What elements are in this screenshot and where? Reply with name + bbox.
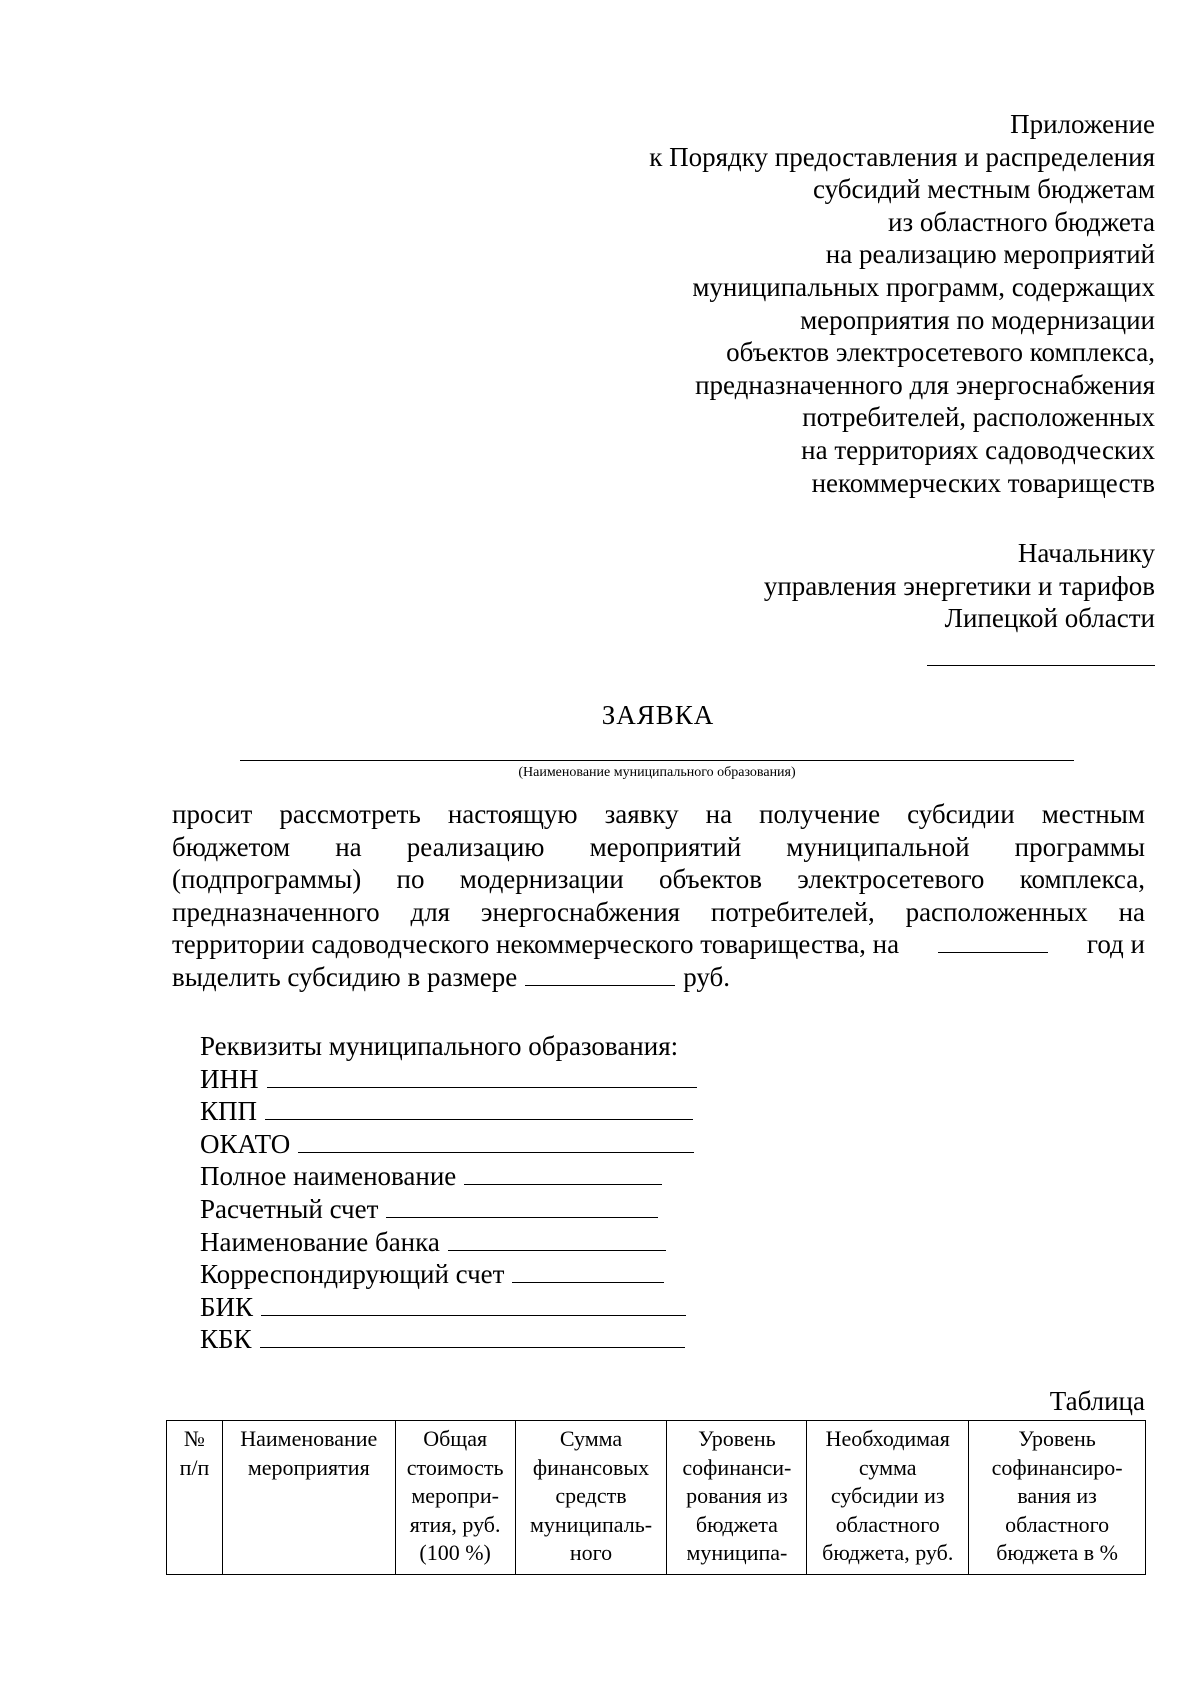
funding-table <box>166 1420 1146 1575</box>
appendix-line: Приложение <box>1010 109 1155 139</box>
municipality-name-blank[interactable] <box>240 760 1074 761</box>
appendix-block <box>515 108 1155 499</box>
header-text: Необходимая <box>825 1426 950 1451</box>
full-name-blank[interactable] <box>464 1160 662 1185</box>
year-blank[interactable] <box>938 928 1048 953</box>
requisite-row-corr-account <box>200 1258 697 1291</box>
request-line <box>172 896 1145 929</box>
amount-blank[interactable] <box>525 961 675 986</box>
addressee-block <box>515 537 1155 673</box>
appendix-line: на территориях садоводческих <box>801 434 1155 465</box>
request-word: потребителей, <box>710 896 875 927</box>
header-activity-name <box>222 1421 395 1575</box>
requisite-label: КПП <box>200 1096 258 1127</box>
header-text: областного <box>1005 1511 1110 1537</box>
header-municipal-funds <box>515 1421 667 1575</box>
request-word: предназначенного <box>172 896 380 927</box>
appendix-line: из областного бюджета <box>888 206 1155 237</box>
request-word: субсидии <box>907 799 1015 829</box>
bik-blank[interactable] <box>261 1291 686 1316</box>
request-word: бюджетом <box>172 831 291 862</box>
header-text: средств <box>555 1483 627 1508</box>
header-text: софинансиро- <box>991 1454 1123 1480</box>
header-number <box>167 1421 223 1575</box>
header-text: ного <box>569 1540 613 1565</box>
appendix-line: объектов электросетевого комплекса, <box>726 337 1155 368</box>
requisite-row-kpp <box>200 1095 697 1128</box>
header-text: муниципаль- <box>529 1511 653 1537</box>
account-blank[interactable] <box>386 1193 658 1218</box>
header-total-cost <box>395 1421 515 1575</box>
request-text: территории садоводческого некоммерческого товарищества, на <box>172 929 900 960</box>
request-line <box>172 831 1145 864</box>
header-text: бюджета в % <box>996 1540 1118 1565</box>
request-text: год и <box>1086 929 1145 960</box>
header-text: стоимость <box>406 1454 504 1480</box>
header-text: субсидии из <box>830 1483 945 1508</box>
header-text: областного <box>835 1511 940 1537</box>
request-word: заявку <box>604 799 679 829</box>
header-text: п/п <box>179 1454 210 1480</box>
requisite-row-bik <box>200 1291 697 1324</box>
request-word: энергоснабжения <box>480 896 681 927</box>
kbk-blank[interactable] <box>260 1323 685 1348</box>
request-word: модернизации <box>459 864 624 895</box>
header-text: Уровень <box>698 1426 776 1451</box>
header-municipal-cofinancing <box>667 1421 807 1575</box>
addressee-line: Начальнику <box>1017 538 1155 568</box>
request-word: расположенных <box>905 896 1088 927</box>
appendix-line: некоммерческих товариществ <box>811 467 1155 498</box>
request-word: просит <box>172 799 253 829</box>
appendix-line: предназначенного для энергоснабжения <box>695 369 1155 400</box>
header-text: софинанси- <box>682 1454 792 1480</box>
request-word: местным <box>1041 799 1145 829</box>
header-required-subsidy <box>807 1421 969 1575</box>
request-word: муниципальной <box>786 831 970 862</box>
requisite-label: Корреспондирующий счет <box>200 1259 505 1290</box>
header-text: ятия, руб. <box>409 1511 501 1537</box>
appendix-line: субсидий местным бюджетам <box>812 174 1155 205</box>
requisite-row-full-name <box>200 1160 697 1193</box>
request-word: на <box>1118 896 1145 927</box>
header-text: рования из <box>686 1483 788 1508</box>
request-text: выделить субсидию в размере <box>172 961 518 992</box>
header-text: муниципа- <box>686 1540 788 1565</box>
request-text: руб. <box>683 961 731 992</box>
request-word: для <box>410 896 451 927</box>
addressee-name-blank[interactable] <box>927 635 1155 666</box>
header-text: Сумма <box>559 1426 623 1451</box>
appendix-line: на реализацию мероприятий <box>825 239 1155 270</box>
requisite-label: Полное наименование <box>200 1161 457 1192</box>
request-word: программы <box>1014 831 1145 862</box>
header-text: мероприятия <box>247 1454 370 1480</box>
table-header-row <box>167 1421 1146 1575</box>
request-line <box>172 928 1145 961</box>
requisite-row-kbk <box>200 1323 697 1356</box>
appendix-line: к Порядку предоставления и распределения <box>649 141 1155 172</box>
corr-account-blank[interactable] <box>512 1258 664 1283</box>
request-word: реализацию <box>406 831 545 862</box>
header-text: № <box>183 1426 205 1451</box>
request-word: рассмотреть <box>279 799 421 829</box>
appendix-line: муниципальных программ, содержащих <box>692 271 1155 302</box>
request-word: настоящую <box>447 799 578 829</box>
request-line <box>172 798 1145 831</box>
requisite-label: Расчетный счет <box>200 1193 379 1224</box>
header-text: вания из <box>1017 1483 1097 1508</box>
addressee-line: Липецкой области <box>944 603 1155 634</box>
requisites-block <box>200 1030 697 1356</box>
request-word: на <box>335 831 362 862</box>
request-word: на <box>705 799 733 829</box>
requisite-row-account <box>200 1193 697 1226</box>
request-word: (подпрограммы) <box>172 864 362 895</box>
requisite-row-inn <box>200 1063 697 1096</box>
requisite-label: Наименование банка <box>200 1226 440 1257</box>
request-word: электросетевого <box>797 864 985 895</box>
header-text: (100 %) <box>419 1540 491 1565</box>
requisite-row-okato <box>200 1128 697 1161</box>
header-regional-cofinancing <box>969 1421 1146 1575</box>
header-text: сумма <box>858 1454 917 1480</box>
document-title: ЗАЯВКА <box>601 700 715 730</box>
request-word: объектов <box>659 864 762 895</box>
requisite-label: ОКАТО <box>200 1128 291 1159</box>
appendix-line: мероприятия по модернизации <box>800 304 1155 335</box>
request-line <box>172 961 1145 994</box>
addressee-line: управления энергетики и тарифов <box>763 570 1155 601</box>
request-word: получение <box>759 799 881 829</box>
header-text: финансовых <box>532 1454 650 1480</box>
request-line <box>172 863 1145 896</box>
requisites-heading: Реквизиты муниципального образования: <box>200 1031 679 1061</box>
request-word: мероприятий <box>589 831 742 862</box>
header-text: Общая <box>423 1426 488 1451</box>
requisite-row-bank <box>200 1226 697 1259</box>
requisite-label: ИНН <box>200 1063 259 1094</box>
header-text: Уровень <box>1018 1426 1096 1451</box>
request-paragraph <box>172 798 1145 994</box>
bank-name-blank[interactable] <box>448 1226 666 1251</box>
header-text: меропри- <box>411 1483 499 1508</box>
table-caption: Таблица <box>1049 1386 1145 1416</box>
okato-blank[interactable] <box>298 1128 694 1153</box>
requisite-label: БИК <box>200 1291 254 1322</box>
header-text: бюджета <box>695 1511 778 1537</box>
header-text: Наименование <box>240 1426 378 1451</box>
kpp-blank[interactable] <box>265 1095 693 1120</box>
inn-blank[interactable] <box>267 1063 697 1088</box>
request-word: по <box>396 864 425 895</box>
requisite-label: КБК <box>200 1324 252 1355</box>
header-text: бюджета, руб. <box>822 1540 954 1565</box>
request-word: комплекса, <box>1019 864 1145 895</box>
appendix-line: потребителей, расположенных <box>802 402 1155 433</box>
municipality-caption: (Наименование муниципального образования) <box>518 765 796 780</box>
